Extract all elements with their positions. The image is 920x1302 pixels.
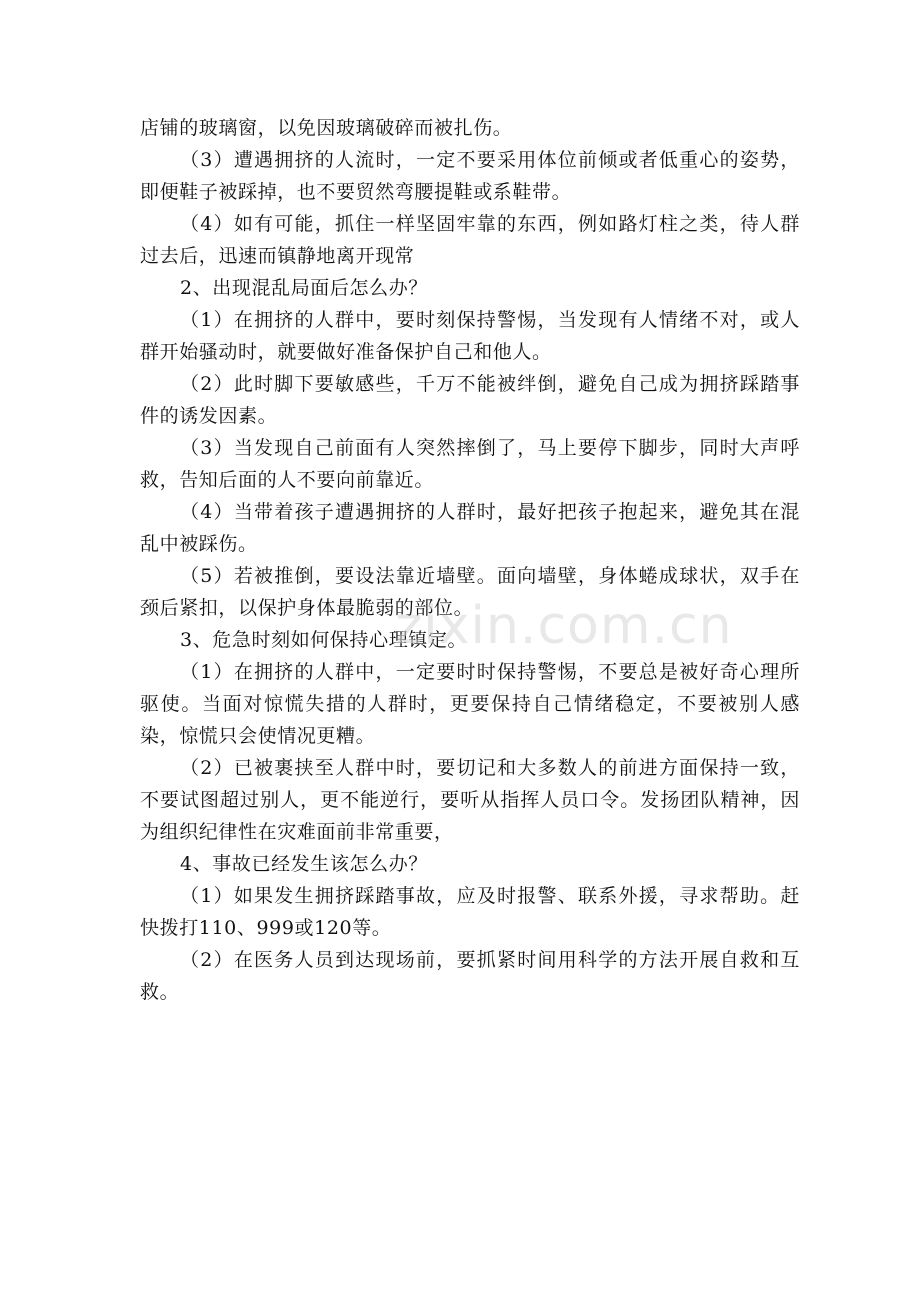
paragraph-item-2: （2）已被裹挟至人群中时，要切记和大多数人的前进方面保持一致，不要试图超过别人，更不能逆行，要听从指挥人员口令。发扬团队精神，因为组织纪律性在灾难面前非常重要， (140, 757, 800, 843)
paragraph-item-2: （2）此时脚下要敏感些，千万不能被绊倒，避免自己成为拥挤踩踏事件的诱发因素。 (140, 373, 800, 427)
paragraph-item-2: （2）在医务人员到达现场前，要抓紧时间用科学的方法开展自救和互救。 (140, 949, 800, 1003)
paragraph-item-3: （3）当发现自己前面有人突然摔倒了，马上要停下脚步，同时大声呼救，告知后面的人不要向前靠近。 (140, 437, 800, 491)
paragraph-item-1: （1）在拥挤的人群中，一定要时时保持警惕，不要总是被好奇心理所驱使。当面对惊慌失措的人群时，更要保持自己情绪稳定，不要被别人感染，惊慌只会使情况更糟。 (140, 661, 800, 747)
section-heading-3: 3、危急时刻如何保持心理镇定。 (180, 629, 468, 651)
watermark-text: zixin.com.cn (395, 596, 733, 656)
section-heading-2: 2、出现混乱局面后怎么办？ (180, 277, 428, 299)
document-body (140, 112, 800, 1008)
paragraph-item-5: （5）若被推倒，要设法靠近墙壁。面向墙壁，身体蜷成球状，双手在颈后紧扣，以保护身体最脆弱的部位。 (140, 565, 800, 619)
paragraph-continuation: 店铺的玻璃窗，以免因玻璃破碎而被扎伤。 (140, 117, 513, 139)
paragraph-item-1: （1）如果发生拥挤踩踏事故，应及时报警、联系外援，寻求帮助。赶快拨打110、999或120等。 (140, 885, 800, 939)
section-heading-4: 4、事故已经发生该怎么办？ (180, 853, 428, 875)
paragraph-item-4: （4）当带着孩子遭遇拥挤的人群时，最好把孩子抱起来，避免其在混乱中被踩伤。 (140, 501, 800, 555)
paragraph-item-4: （4）如有可能，抓住一样坚固牢靠的东西，例如路灯柱之类，待人群过去后，迅速而镇静地离开现常 (140, 213, 800, 267)
paragraph-item-1: （1）在拥挤的人群中，要时刻保持警惕，当发现有人情绪不对，或人群开始骚动时，就要做好准备保护自己和他人。 (140, 309, 800, 363)
paragraph-item-3: （3）遭遇拥挤的人流时，一定不要采用体位前倾或者低重心的姿势，即便鞋子被踩掉，也不要贸然弯腰提鞋或系鞋带。 (140, 149, 800, 203)
